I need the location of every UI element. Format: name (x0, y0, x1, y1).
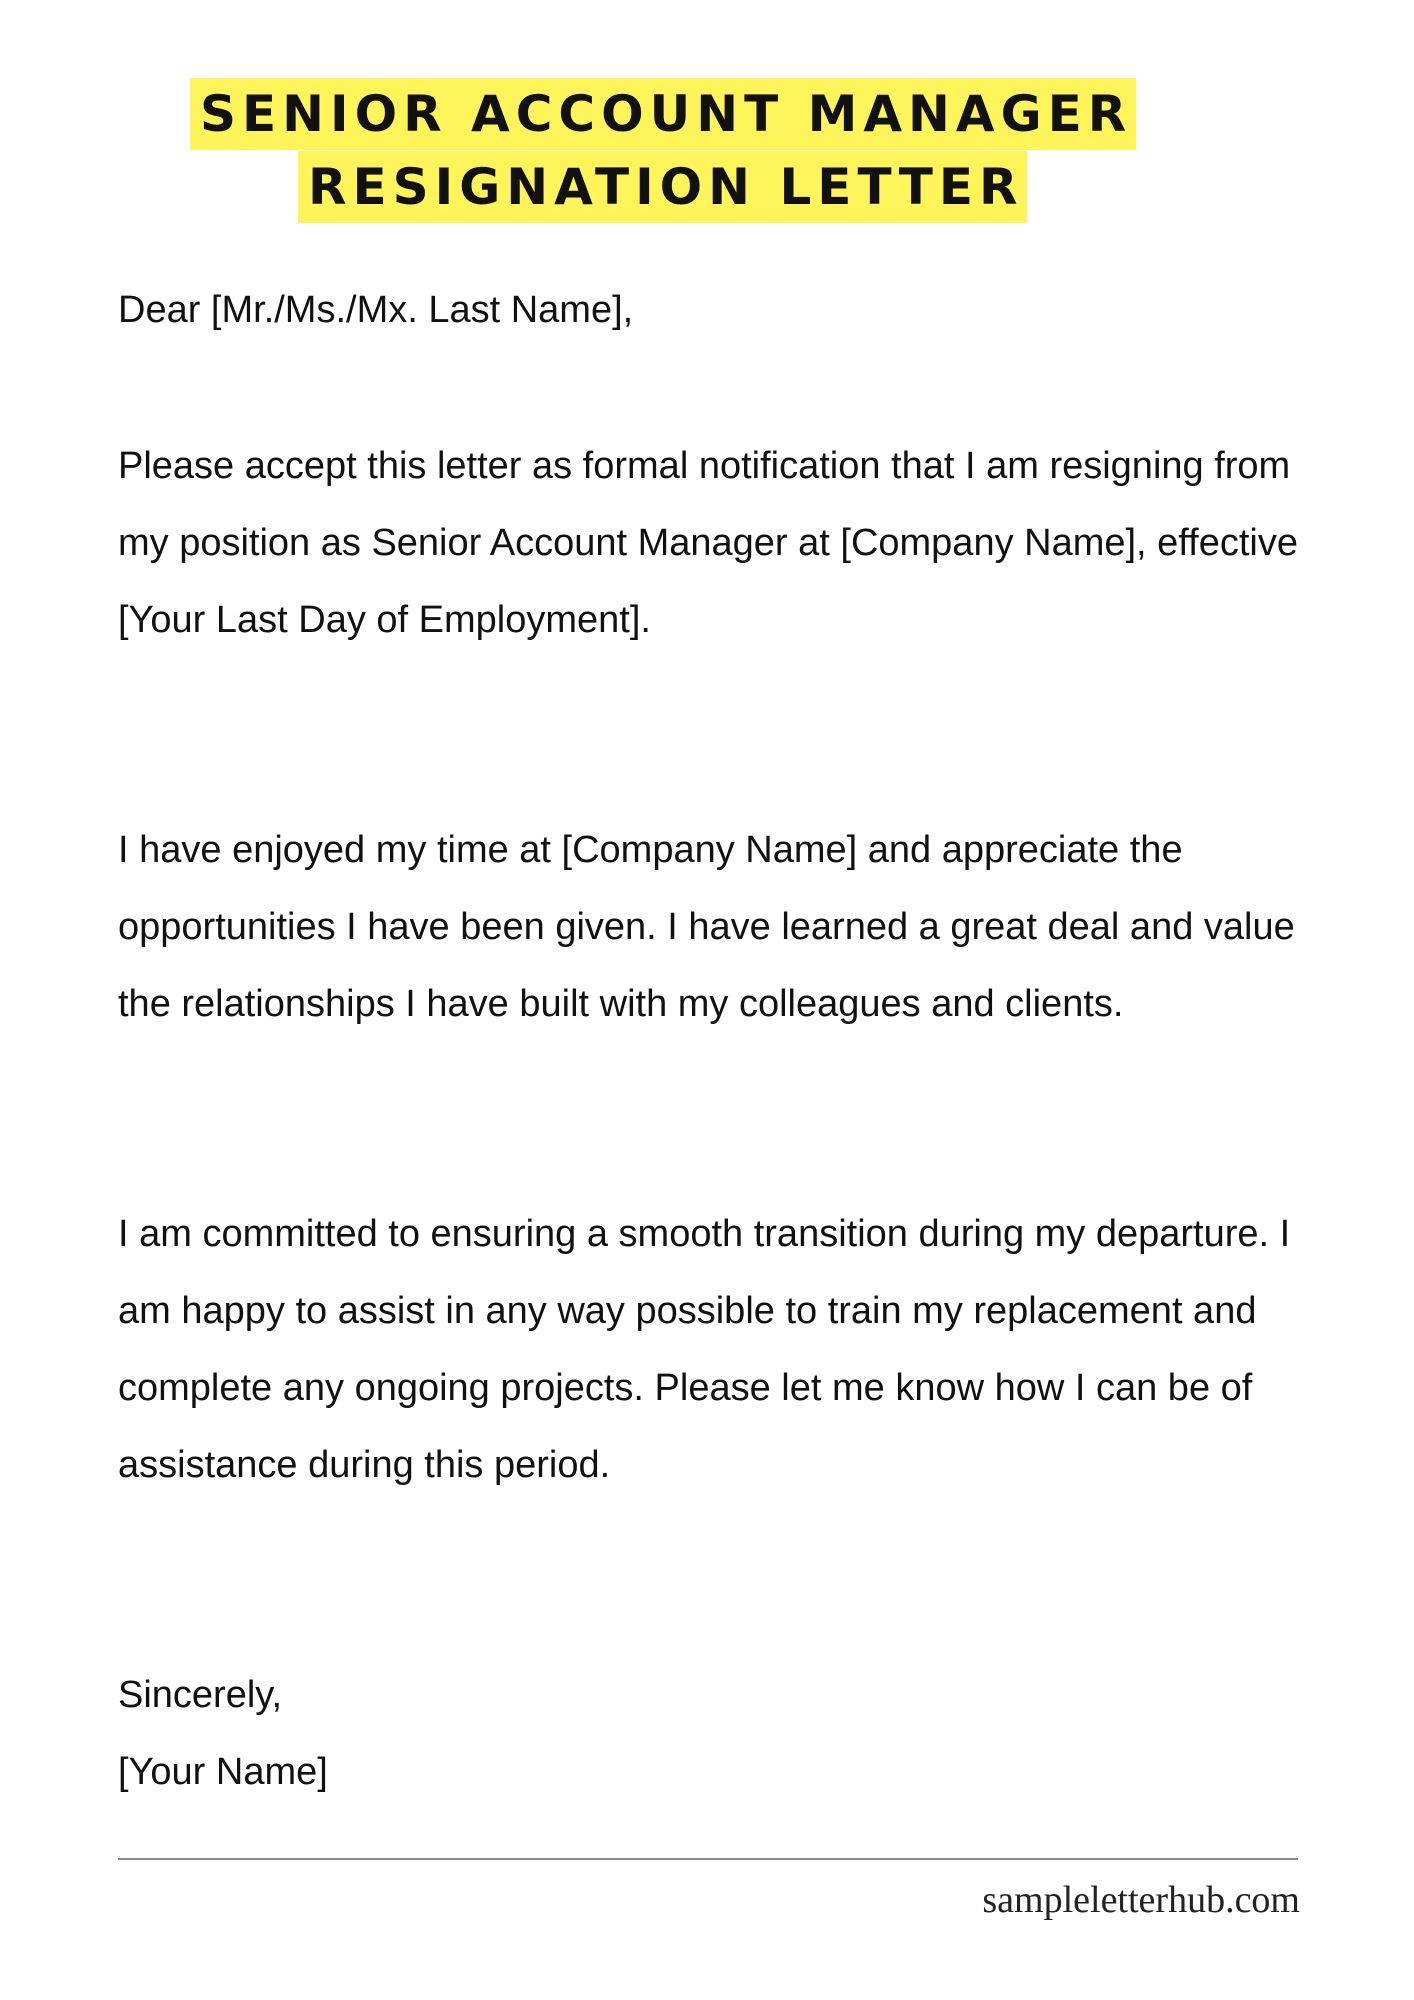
paragraph-3: I am committed to ensuring a smooth transition during my departure. I am happy to assist in any way possible to train my replacement and complete any ongoing projects. Please let me know how I can be of assistance during this period. (118, 1213, 1291, 1486)
paragraph-2: I have enjoyed my time at [Company Name] and appreciate the opportunities I have been given. I have learned a great deal and value the relationships I have built with my colleagues and clients. (118, 829, 1295, 1025)
closing: Sincerely, (118, 1674, 283, 1716)
salutation: Dear [Mr./Ms./Mx. Last Name], (118, 289, 634, 331)
title-line-2: RESIGNATION LETTER (298, 151, 1027, 223)
footer-website: sampleletterhub.com (982, 1879, 1300, 1921)
signature: [Your Name] (118, 1751, 328, 1793)
paragraph-1: Please accept this letter as formal notification that I am resigning from my position as Senior Account Manager at [Company Name], effective [Your Last Day of Employment]. (118, 445, 1299, 641)
footer-divider (118, 1858, 1298, 1860)
title-line-1: SENIOR ACCOUNT MANAGER (190, 78, 1136, 150)
